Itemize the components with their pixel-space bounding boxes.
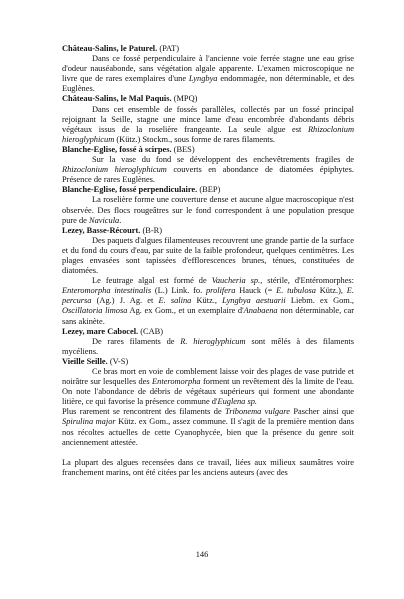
heading-text: Vieille Seille. (62, 356, 108, 366)
paragraph: Plus rarement se rencontrent des filaments de Tribonema vulgare Pascher ainsi que Spirulina major Kütz. ex Gom., assez commune. Il s'agit de la première mention dans nos récoltes actuelles de cette Cyanophycée, bien que la présence du genre soit anciennement attestée. (62, 407, 354, 447)
site-code: (B-R) (140, 225, 163, 235)
site-code: (CAB) (138, 326, 164, 336)
site-code: (MPQ) (171, 94, 198, 104)
paragraph: De rares filaments de R. hieroglyphicum sont mêlés à des filaments mycéliens. (62, 336, 355, 356)
paragraph: Ce bras mort en voie de comblement laisse voir des plages de vase putride et noirâtre sur lesquelles des Enteromorpha forment un revêtement dès la limite de l'eau. On note l'abondance de débris de végétaux supérieurs qui forment une abondante litière, ce qui favorise la présence commune d'Euglena sp. (62, 367, 354, 407)
heading-text: Blanche-Eglise, fossé à scirpes. (62, 144, 172, 154)
page-number: 146 (195, 550, 209, 559)
site-code: (PAT) (157, 44, 180, 53)
section-heading-bep (62, 185, 354, 195)
paragraph: La roselière forme une couverture dense et aucune algue macroscopique n'est observée. Des flocs rougeâtres sur le fond correspondent à une population presque pure de Navicula. (62, 195, 354, 225)
paragraph: Dans cet ensemble de fossés parallèles, collectés par un fossé principal rejoignant la Seille, stagne une mince lame d'eau encombrée d'abondants débris végétaux issus de la roselière frangeante. La seule algue est Rhizoclonium hieroglyphicum (Kütz.) Stockm., sous forme de rares filaments. (62, 104, 354, 144)
section-heading-br (62, 226, 354, 236)
heading-text: Blanche-Eglise, fossé perpendiculaire. (62, 185, 198, 195)
section-heading-pat (62, 44, 354, 54)
site-code: (BES) (171, 144, 195, 154)
paragraph: Des paquets d'algues filamenteuses recouvrent une grande partie de la surface et du fond du cours d'eau, par suite de la faible profondeur, quelques centimètres. Les plages envasées sont tapissées d'efflorescences brunes, ténues, constituées de diatomées. (62, 235, 354, 276)
section-heading-cab (62, 327, 354, 337)
section-heading-vs (62, 357, 354, 367)
paragraph: Le feutrage algal est formé de Vaucheria sp., stérile, d'Entéromorphes: Enteromorpha intestinalis (L.) Link. fo. prolifera Hauck (= E. tubulosa Kütz.), E. percursa (Ag.) J. Ag. et E. salina Kütz., Lyngbya aestuarii Liebm. ex Gom., Oscillatoria limosa Ag. ex Gom., et un exemplaire d'Anabaena non déterminable, car sans akinète. (62, 276, 355, 326)
paragraph: Sur la vase du fond se développent des enchevêtrements fragiles de Rhizoclonium hieroglyphicum couverts en abondance de diatomées épiphytes. Présence de rares Euglènes. (62, 155, 355, 185)
section-heading-mpq (62, 94, 354, 104)
paragraph: Dans ce fossé perpendiculaire à l'ancienne voie ferrée stagne une eau grise d'odeur nauséabonde, sans végétation algale apparente. L'examen microscopique ne livre que de rares exemplaires d'une Lyngbya endommagée, non déterminable, et des Euglènes. (62, 54, 354, 94)
heading-text: Lezey, mare Cabocel. (62, 326, 139, 336)
site-code: (V-S) (107, 356, 129, 366)
section-heading-bes (62, 145, 354, 155)
heading-text: Lezey, Basse-Récourt. (62, 225, 141, 235)
heading-text: Château-Salins, le Mal Paquis. (62, 94, 172, 104)
closing-paragraph: La plupart des algues recensées dans ce travail, liées aux milieux saumâtres voire franchement marins, ont été citées par les anciens auteurs (avec des (62, 457, 354, 477)
site-code: (BEP) (197, 185, 221, 195)
heading-text: Château-Salins, le Paturel. (62, 44, 158, 53)
document-page (62, 44, 354, 478)
